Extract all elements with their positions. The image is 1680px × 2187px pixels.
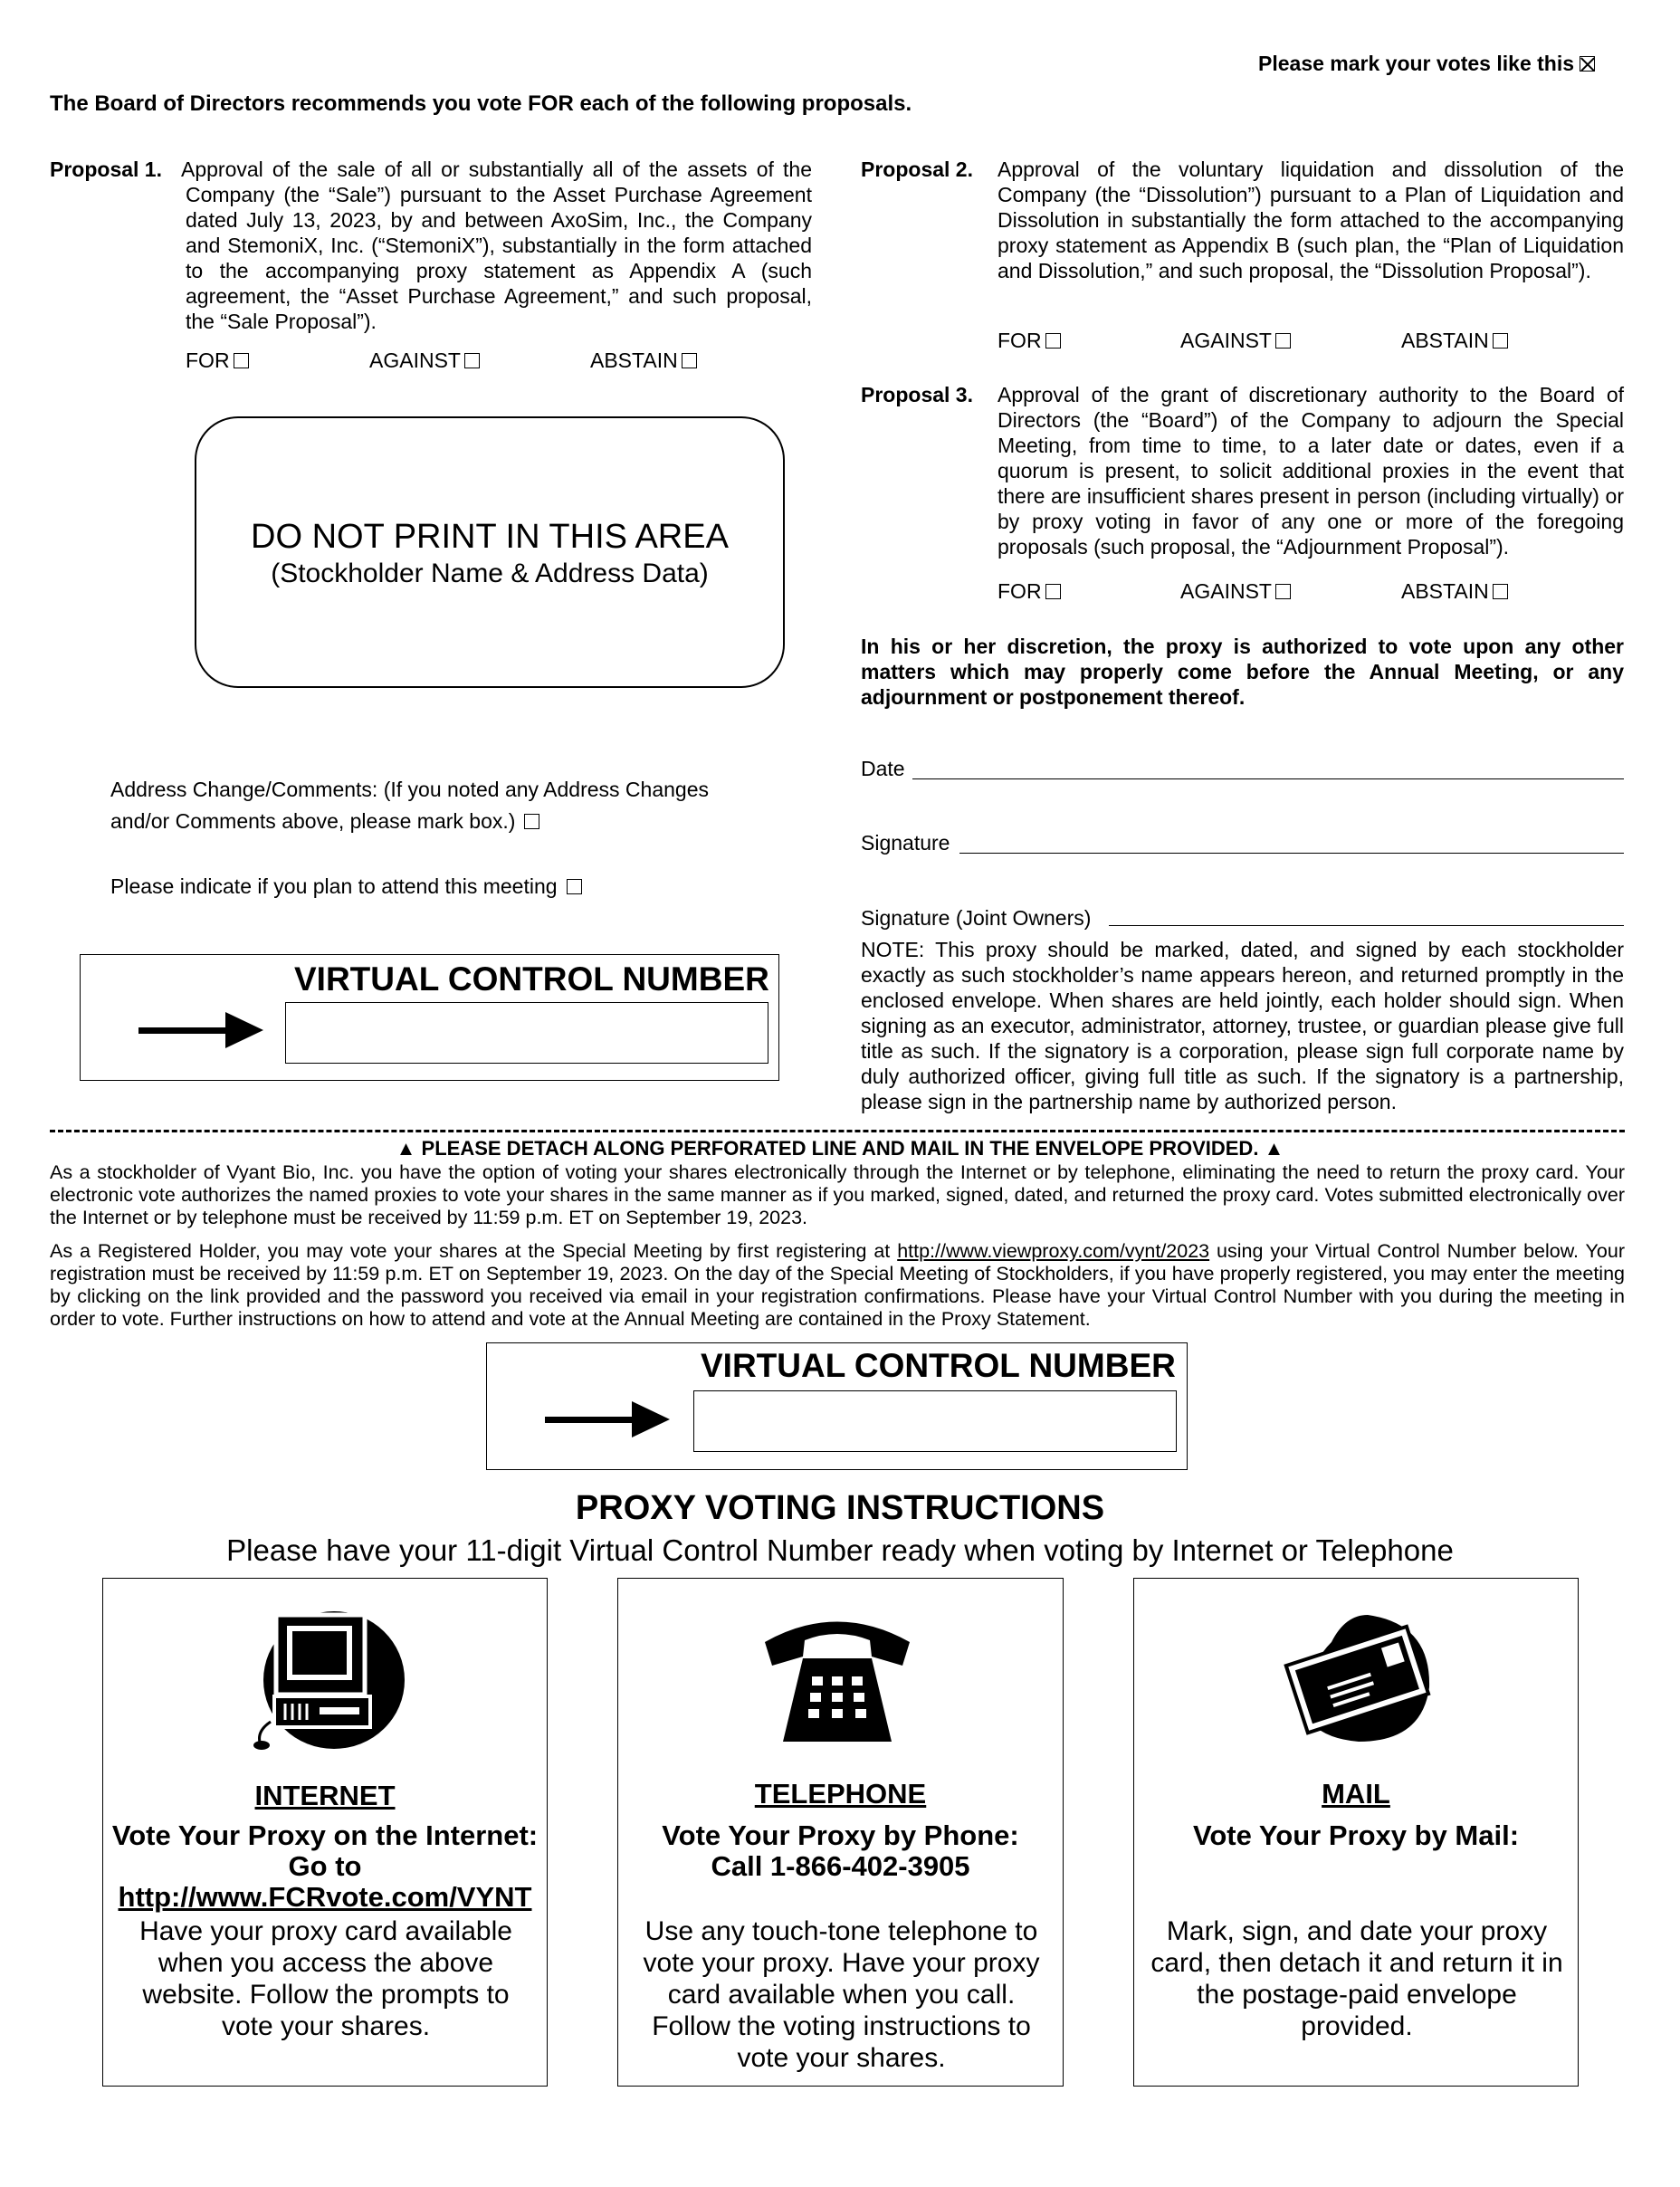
attend-meeting-text: Please indicate if you plan to attend this meeting: [110, 874, 558, 898]
detach-instruction: [0, 1137, 1680, 1160]
arrow-icon: [545, 1417, 635, 1423]
proposal-1-against[interactable]: [369, 349, 480, 373]
proposal-2-abstain-checkbox[interactable]: [1493, 333, 1508, 349]
joint-signature-label: Signature (Joint Owners): [861, 906, 1092, 930]
virtual-control-number-box: [80, 954, 779, 1081]
against-label: AGAINST: [1180, 579, 1272, 603]
fcrvote-link[interactable]: http://www.FCRvote.com/VYNT: [118, 1881, 532, 1913]
telephone-head1: Vote Your Proxy by Phone:: [662, 1819, 1019, 1851]
proposal-1-text: Approval of the sale of all or substantially all of the assets of the Company (the “Sale”) pursuant to the Asset Purchase Agreement dated July 13, 2023, by and between AxoSim, Inc., the Company and StemoniX, Inc. (“StemoniX”), substantially in the form attached to the accompanying proxy statement as Appendix A (such agreement, the “Asset Purchase Agreement,” and such proposal, the “Sale Proposal”).: [181, 158, 812, 333]
mail-method-box: [1133, 1578, 1579, 2087]
vcn-title: VIRTUAL CONTROL NUMBER: [294, 960, 769, 998]
joint-signature-line[interactable]: [1109, 925, 1624, 926]
proposal-3-for[interactable]: [998, 579, 1061, 603]
telephone-title: TELEPHONE: [754, 1778, 927, 1810]
perforated-line: [50, 1130, 1625, 1132]
proposal-3-abstain[interactable]: [1401, 579, 1508, 604]
proposal-1-abstain-checkbox[interactable]: [682, 353, 697, 368]
vcn-field[interactable]: [693, 1390, 1177, 1452]
example-checkbox-icon: [1580, 56, 1595, 72]
virtual-control-number-box-2: [486, 1342, 1188, 1470]
date-label: Date: [861, 757, 905, 780]
discretion-notice: In his or her discretion, the proxy is authorized to vote upon any other matters which may properly come before the Annual Meeting, or any adjournment or postponement thereof.: [861, 635, 1624, 709]
attend-meeting-checkbox[interactable]: [567, 879, 582, 894]
mail-title: MAIL: [1322, 1778, 1390, 1810]
proposal-3-text: Approval of the grant of discretionary authority to the Board of Directors (the “Board”) of the Company to adjourn the Special Meeting, from time to time, to a later date or dates, even if a quorum is present, to solicit additional proxies in the event that there are insufficient shares present in person (including virtually) or by proxy voting in favor of any one or more of the foregoing proposals (such proposal, the “Adjournment Proposal”).: [998, 383, 1624, 559]
no-print-area: [195, 416, 785, 688]
proposal-2-against-checkbox[interactable]: [1275, 333, 1291, 349]
internet-body: Have your proxy card available when you access the above website. Follow the prompts to vote your shares.: [139, 1916, 512, 2041]
proposal-1-against-checkbox[interactable]: [464, 353, 480, 368]
viewproxy-link[interactable]: http://www.viewproxy.com/vynt/2023: [897, 1240, 1210, 1262]
proposal-2-for-checkbox[interactable]: [1045, 333, 1061, 349]
up-triangle-icon: ▲: [1264, 1137, 1284, 1160]
telephone-icon: [756, 1606, 919, 1751]
proposal-1-for-checkbox[interactable]: [234, 353, 249, 368]
internet-head2: Go to: [288, 1850, 362, 1882]
proposal-2-label: Proposal 2.: [861, 158, 973, 181]
proposal-3-against[interactable]: [1180, 579, 1291, 604]
against-label: AGAINST: [369, 349, 461, 372]
electronic-vote-paragraph: As a stockholder of Vyant Bio, Inc. you have the option of voting your shares electronically through the Internet or by telephone, eliminating the need to return the proxy card. Your electronic vote authorizes the named proxies to vote your shares in the same manner as if you marked, signed, dated, and returned the proxy card. Votes submitted electronically over the Internet or by telephone must be received by 11:59 p.m. ET on September 19, 2023.: [50, 1161, 1625, 1228]
address-change: [110, 774, 709, 837]
address-change-line1: Address Change/Comments: (If you noted any Address Changes: [110, 778, 709, 801]
proposal-3-against-checkbox[interactable]: [1275, 584, 1291, 599]
proposal-1-abstain[interactable]: [590, 349, 697, 373]
for-label: FOR: [186, 349, 230, 372]
internet-link-wrap: [103, 1881, 547, 1914]
proposal-2-abstain[interactable]: [1401, 329, 1508, 353]
abstain-label: ABSTAIN: [1401, 329, 1489, 352]
address-change-line2: and/or Comments above, please mark box.): [110, 809, 516, 833]
proposal-2-text: Approval of the voluntary liquidation and dissolution of the Company (the “Dissolution”) pursuant to a Plan of Liquidation and Dissolution in substantially the form attached to the accompanying proxy statement as Appendix B (such plan, the “Plan of Liquidation and Dissolution,” and such proposal, the “Dissolution Proposal”).: [998, 158, 1624, 282]
proposal-2-for[interactable]: [998, 329, 1061, 352]
mark-votes-instruction: [1258, 51, 1595, 76]
vcn-field[interactable]: [285, 1002, 768, 1064]
for-label: FOR: [998, 579, 1042, 603]
address-change-checkbox[interactable]: [524, 814, 539, 829]
p2-before: As a Registered Holder, you may vote your shares at the Special Meeting by first registering at: [50, 1240, 898, 1262]
pvi-subtitle: Please have your 11-digit Virtual Control Number ready when voting by Internet or Telephone: [226, 1533, 1454, 1567]
arrow-icon: [138, 1027, 229, 1034]
date-line[interactable]: [912, 778, 1624, 779]
internet-title: INTERNET: [254, 1780, 396, 1811]
registered-holder-paragraph: [50, 1240, 1625, 1331]
no-print-title: DO NOT PRINT IN THIS AREA: [251, 518, 729, 556]
note-paragraph: NOTE: This proxy should be marked, dated, and signed by each stockholder exactly as such stockholder’s name appears hereon, and returned promptly in the enclosed envelope. When shares are held jointly, each holder should sign. When signing as an executor, administrator, attorney, trustee, or guardian please give full title as such. If the signatory is a corporation, please sign full corporate name by duly authorized officer, giving full title as such. If the signatory is a partnership, please sign in the partnership name by authorized person.: [861, 938, 1624, 1113]
vcn-title: VIRTUAL CONTROL NUMBER: [701, 1347, 1176, 1384]
abstain-label: ABSTAIN: [590, 349, 678, 372]
board-recommendation: The Board of Directors recommends you vote FOR each of the following proposals.: [50, 91, 912, 116]
computer-icon: [243, 1606, 406, 1751]
abstain-label: ABSTAIN: [1401, 579, 1489, 603]
proposal-3-label: Proposal 3.: [861, 383, 973, 406]
arrow-head-icon: [632, 1401, 670, 1437]
proposal-1-options: [186, 349, 678, 373]
proposal-1-label: Proposal 1.: [50, 158, 162, 181]
arrow-head-icon: [225, 1012, 263, 1048]
detach-text: PLEASE DETACH ALONG PERFORATED LINE AND MAIL IN THE ENVELOPE PROVIDED.: [421, 1137, 1259, 1160]
proposal-3-abstain-checkbox[interactable]: [1493, 584, 1508, 599]
telephone-body: Use any touch-tone telephone to vote your proxy. Have your proxy card available when you call. Follow the voting instructions to vote your shares.: [643, 1916, 1040, 2073]
signature-label: Signature: [861, 831, 950, 855]
telephone-number[interactable]: Call 1-866-402-3905: [711, 1850, 970, 1882]
mail-head1: Vote Your Proxy by Mail:: [1192, 1819, 1520, 1851]
p2-after: using your Virtual Control Number below. Your registration must be received by 11:59 p.m. ET on September 19, 2023. On the day of the Special Meeting of Stockholders, if you have properly registered, you may enter the meeting by clicking on the link provided and the password you received via email in your registration confirmations. Please have your Virtual Control Number with you during the meeting in order to vote. Further instructions on how to attend and vote at the Annual Meeting are contained in the Proxy Statement.: [50, 1240, 1625, 1330]
mark-votes-text: Please mark your votes like this: [1258, 52, 1575, 75]
internet-method-box: [102, 1578, 548, 2087]
proposal-3-for-checkbox[interactable]: [1045, 584, 1061, 599]
for-label: FOR: [998, 329, 1042, 352]
proposal-1-for[interactable]: [186, 349, 249, 372]
pvi-title: PROXY VOTING INSTRUCTIONS: [575, 1489, 1105, 1527]
no-print-subtitle: (Stockholder Name & Address Data): [271, 559, 709, 588]
internet-head1: Vote Your Proxy on the Internet:: [111, 1819, 539, 1851]
telephone-method-box: [617, 1578, 1064, 2087]
attend-meeting: [110, 874, 582, 899]
up-triangle-icon: ▲: [396, 1137, 416, 1160]
mail-body: Mark, sign, and date your proxy card, then detach it and return it in the postage-paid envelope provided.: [1150, 1916, 1563, 2041]
signature-line[interactable]: [959, 853, 1624, 854]
proposal-2-options: [998, 329, 1489, 353]
proposal-2-against[interactable]: [1180, 329, 1291, 353]
against-label: AGAINST: [1180, 329, 1272, 352]
proposal-3-options: [998, 579, 1489, 604]
mail-envelope-icon: [1277, 1606, 1440, 1751]
